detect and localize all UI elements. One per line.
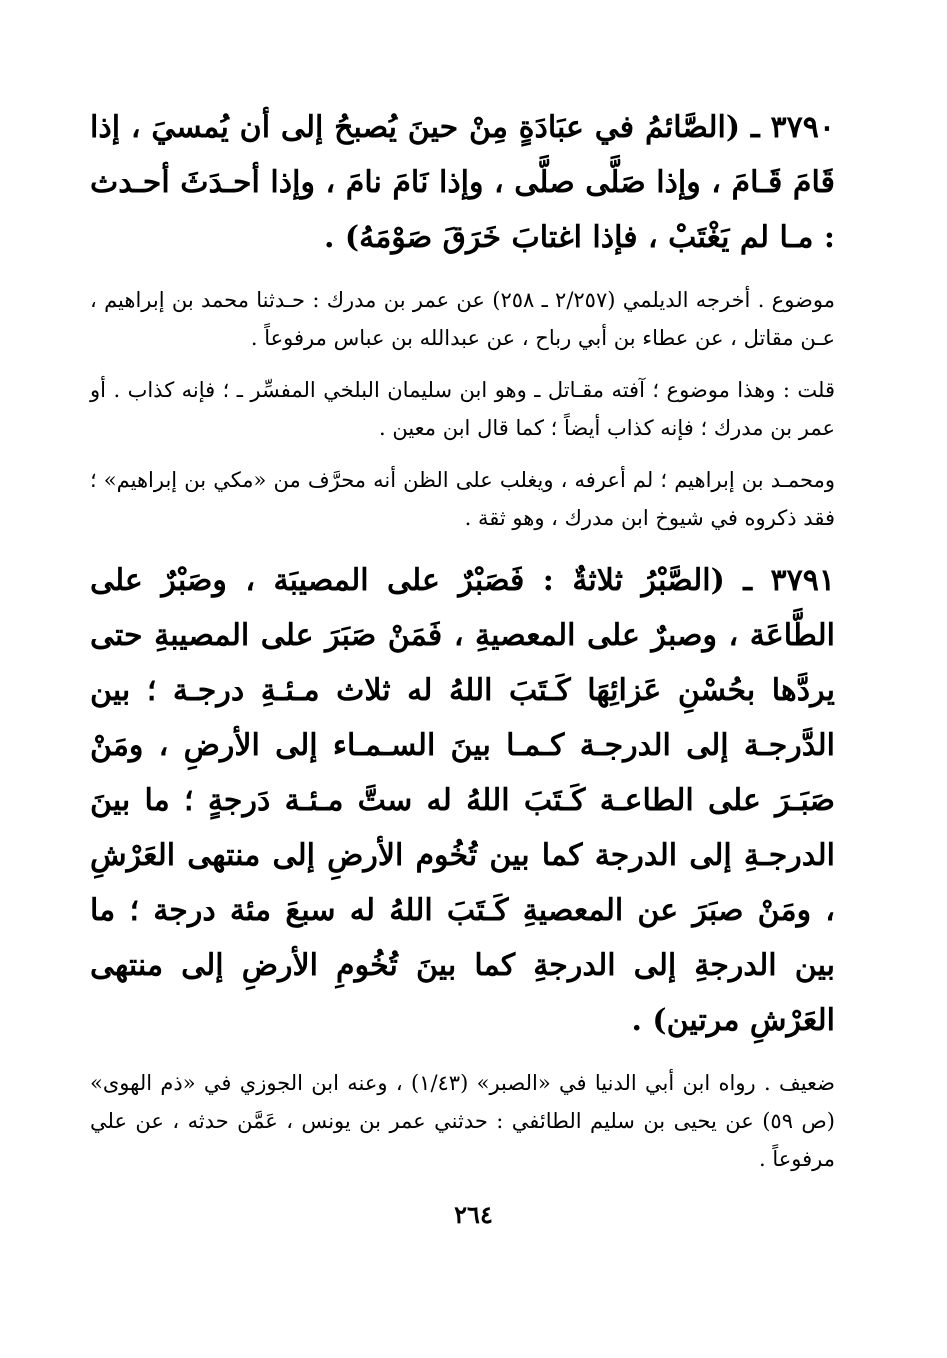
commentary-note: قلت : وهذا موضوع ؛ آفته مقـاتل ـ وهو ابن سليمان البلخي المفسِّر ـ ؛ فإنه كذاب . أو عمر بن مدرك ؛ فإنه كذاب أيضاً ؛ كما قال ابن معين . — [90, 378, 835, 440]
hadith-3791-text: ٣٧٩١ ـ (الصَّبْرُ ثلاثةٌ : فَصَبْرٌ على المصيبَة ، وصَبْرٌ على الطَّاعَة ، وصبرٌ على المعصيةِ ، فَمَنْ صَبَرَ على المصيبةِ حتى يردَّها بحُسْنِ عَزائِهَا كَـتَبَ اللهُ له ثلاث مـئـةِ درجـة ؛ بين الدَّرجـة إلى الدرجـة كـمـا بينَ السـمـاء إلى الأرضِ ، ومَنْ صَبَـرَ على الطاعـة كَـتَبَ اللهُ له ستَّ مـئـة دَرجةٍ ؛ ما بينَ الدرجـةِ إلى الدرجة كما بين تُخُوم الأرضِ إلى منتهى العَرْشِ ، ومَنْ صبَرَ عن المعصيةِ كَـتَبَ اللهُ له سبعَ مئة درجة ؛ ما بين الدرجةِ إلى الدرجةِ كما بينَ تُخُومِ الأرضِ إلى منتهى العَرْشِ مرتين) . — [90, 563, 836, 1038]
commentary-note: ومحمـد بن إبراهيم ؛ لم أعرفه ، ويغلب على الظن أنه محرَّف من «مكي بن إبراهيم» ؛ فقد ذكروه في شيوخ ابن مدرك ، وهو ثقة . — [90, 468, 835, 530]
takhrij-note: ضعيف . رواه ابن أبي الدنيا في «الصبر» (١/٤٣) ، وعنه ابن الجوزي في «ذم الهوى» (ص ٥٩) عن يحيى بن سليم الطائفي : حدثني عمر بن يونس ، عَمَّن حدثه ، عن علي مرفوعاً . — [90, 1071, 836, 1171]
page-number: ٢٦٤ — [454, 1200, 493, 1229]
hadith-3790-text: ٣٧٩٠ ـ (الصَّائمُ في عبَادَةٍ مِنْ حينَ يُصبحُ إلى أن يُمسيَ ، إذا قَامَ قَـامَ ، وإذا صَلَّى صلَّى ، وإذا نَامَ نامَ ، وإذا أحـدَثَ أحـدث : مـا لم يَغْتَبْ ، فإذا اغتابَ خَرَقَ صَوْمَهُ) . — [90, 110, 835, 255]
takhrij-note: موضوع . أخرجه الديلمي (٢/٢٥٧ ـ ٢٥٨) عن عمر بن مدرك : حـدثنا محمد بن إبراهيم ، عـن مقاتل ، عن عطاء بن أبي رباح ، عن عبدالله بن عباس مرفوعاً . — [90, 288, 835, 350]
